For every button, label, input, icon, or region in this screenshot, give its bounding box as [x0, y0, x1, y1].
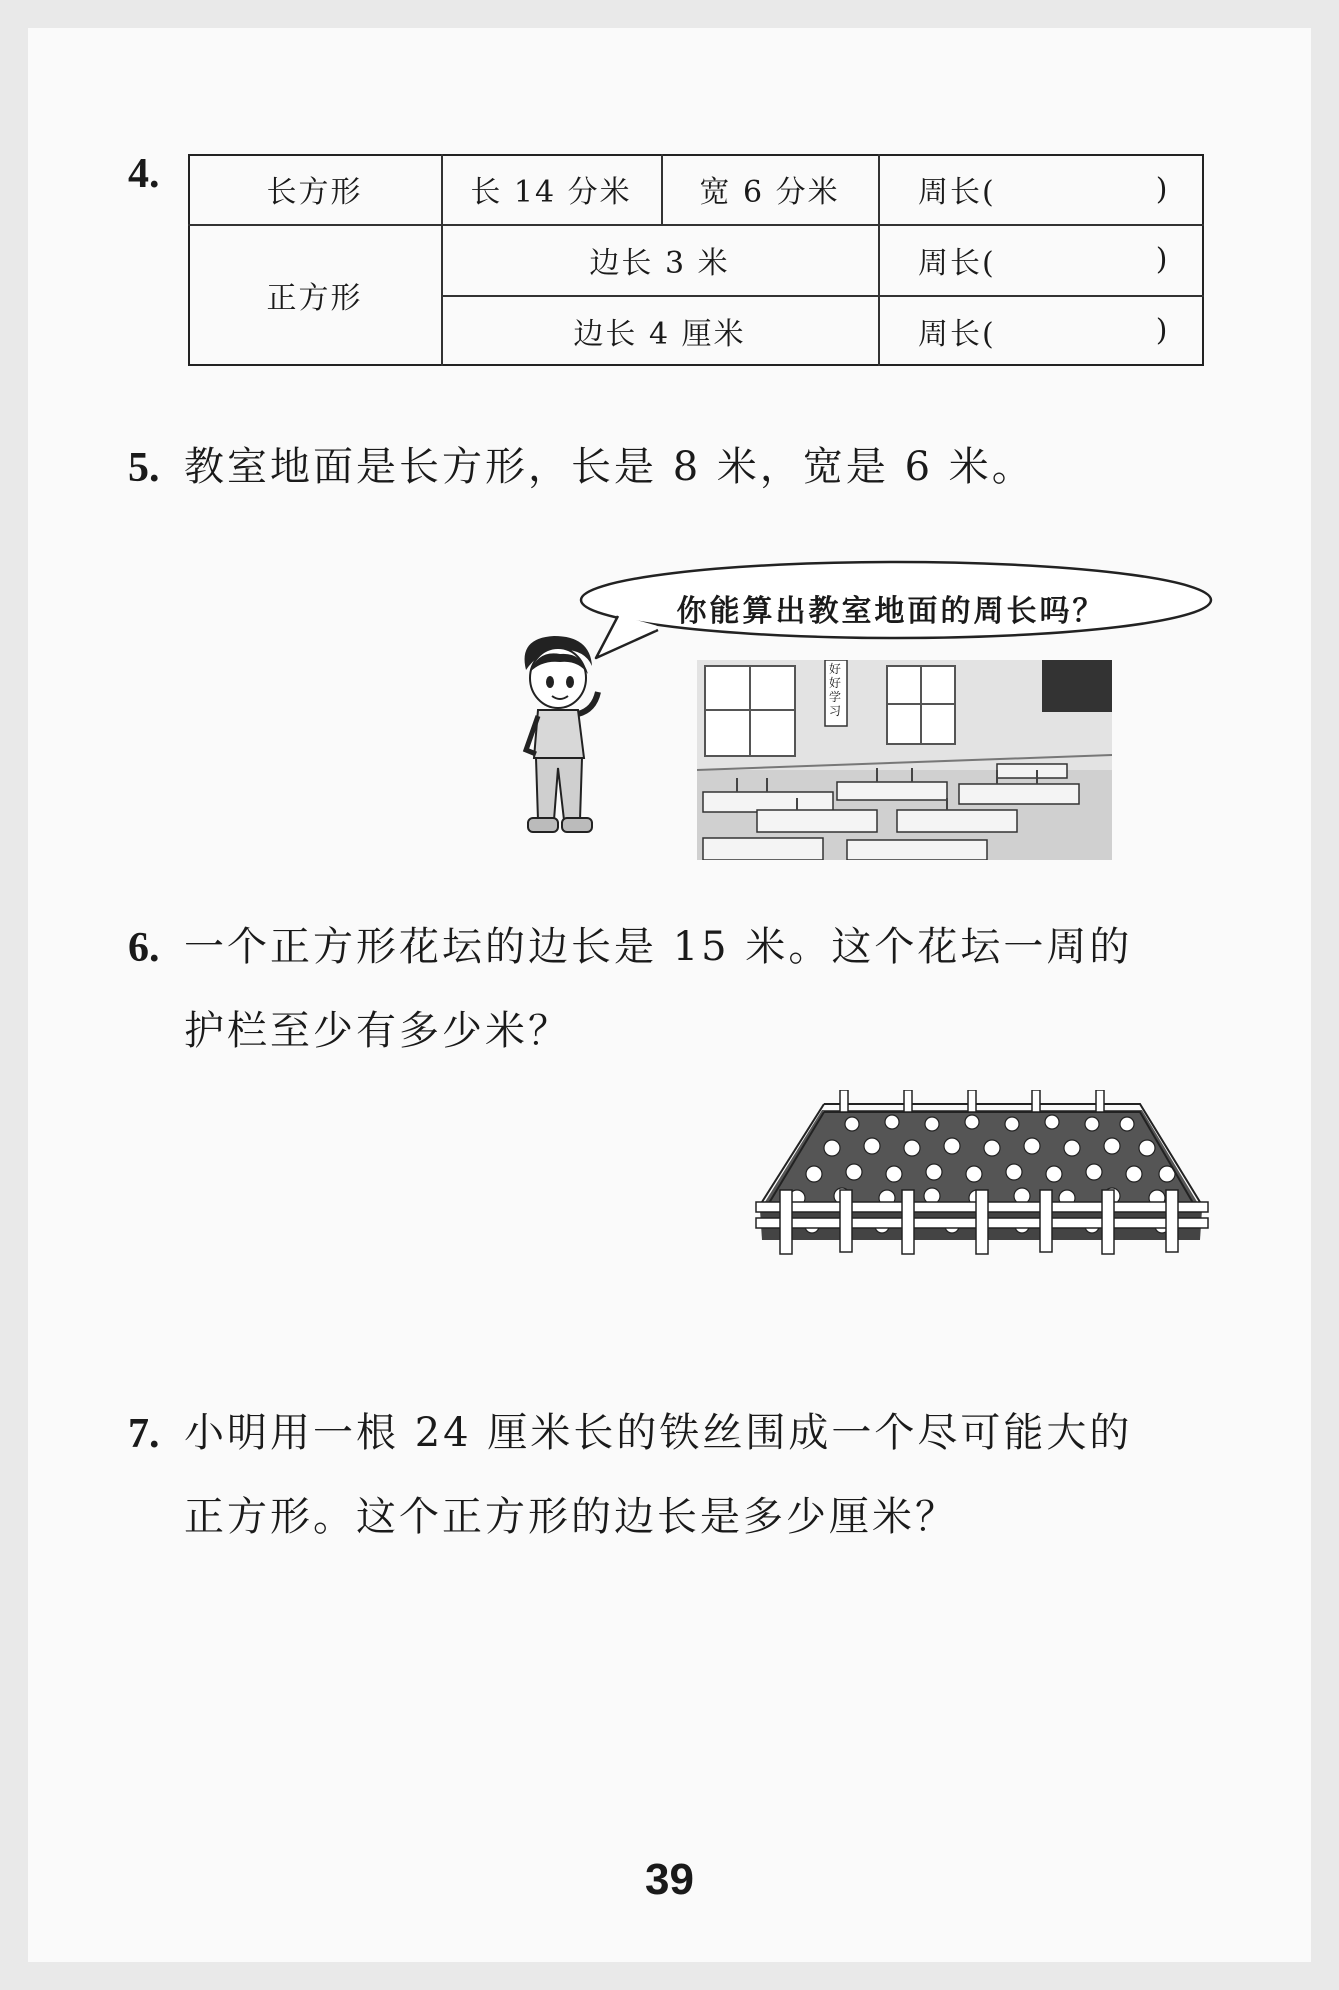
question-4-number: 4.	[128, 151, 160, 197]
question-5-text: 教室地面是长方形，长是 8 米，宽是 6 米。	[184, 444, 1035, 490]
table-cell-perimeter-answer[interactable]: 周长( )	[918, 242, 1170, 281]
table-cell-width: 宽 6 分米	[699, 175, 840, 210]
classroom-illustration	[697, 660, 1112, 860]
table-cell-perimeter-answer[interactable]: 周长( )	[918, 171, 1170, 210]
classroom-poster: 好好学习	[828, 662, 841, 718]
question-7-line-1: 小明用一根 24 厘米长的铁丝围成一个尽可能大的	[184, 1410, 1133, 1456]
question-6-line-2: 护栏至少有多少米？	[184, 1008, 571, 1054]
table-cell-side-4cm: 边长 4 厘米	[573, 316, 746, 352]
table-cell-shape-square: 正方形	[266, 281, 363, 316]
table-cell-perimeter-answer[interactable]: 周长( )	[918, 313, 1170, 352]
question-6-number: 6.	[128, 925, 160, 971]
page-number: 39	[645, 1855, 694, 1904]
question-7-line-2: 正方形。这个正方形的边长是多少厘米？	[184, 1494, 958, 1540]
question-6-line-1: 一个正方形花坛的边长是 15 米。这个花坛一周的	[184, 924, 1133, 970]
question-7-number: 7.	[128, 1411, 160, 1457]
question-5-number: 5.	[128, 445, 160, 491]
boy-illustration	[508, 630, 608, 845]
speech-bubble-text: 你能算出教室地面的周长吗？	[676, 594, 1106, 629]
perimeter-table	[188, 154, 1204, 366]
flower-bed-illustration	[752, 1090, 1212, 1260]
table-cell-side-3m: 边长 3 米	[589, 245, 730, 281]
table-cell-length: 长 14 分米	[470, 175, 632, 210]
table-cell-shape-rectangle: 长方形	[266, 175, 363, 210]
